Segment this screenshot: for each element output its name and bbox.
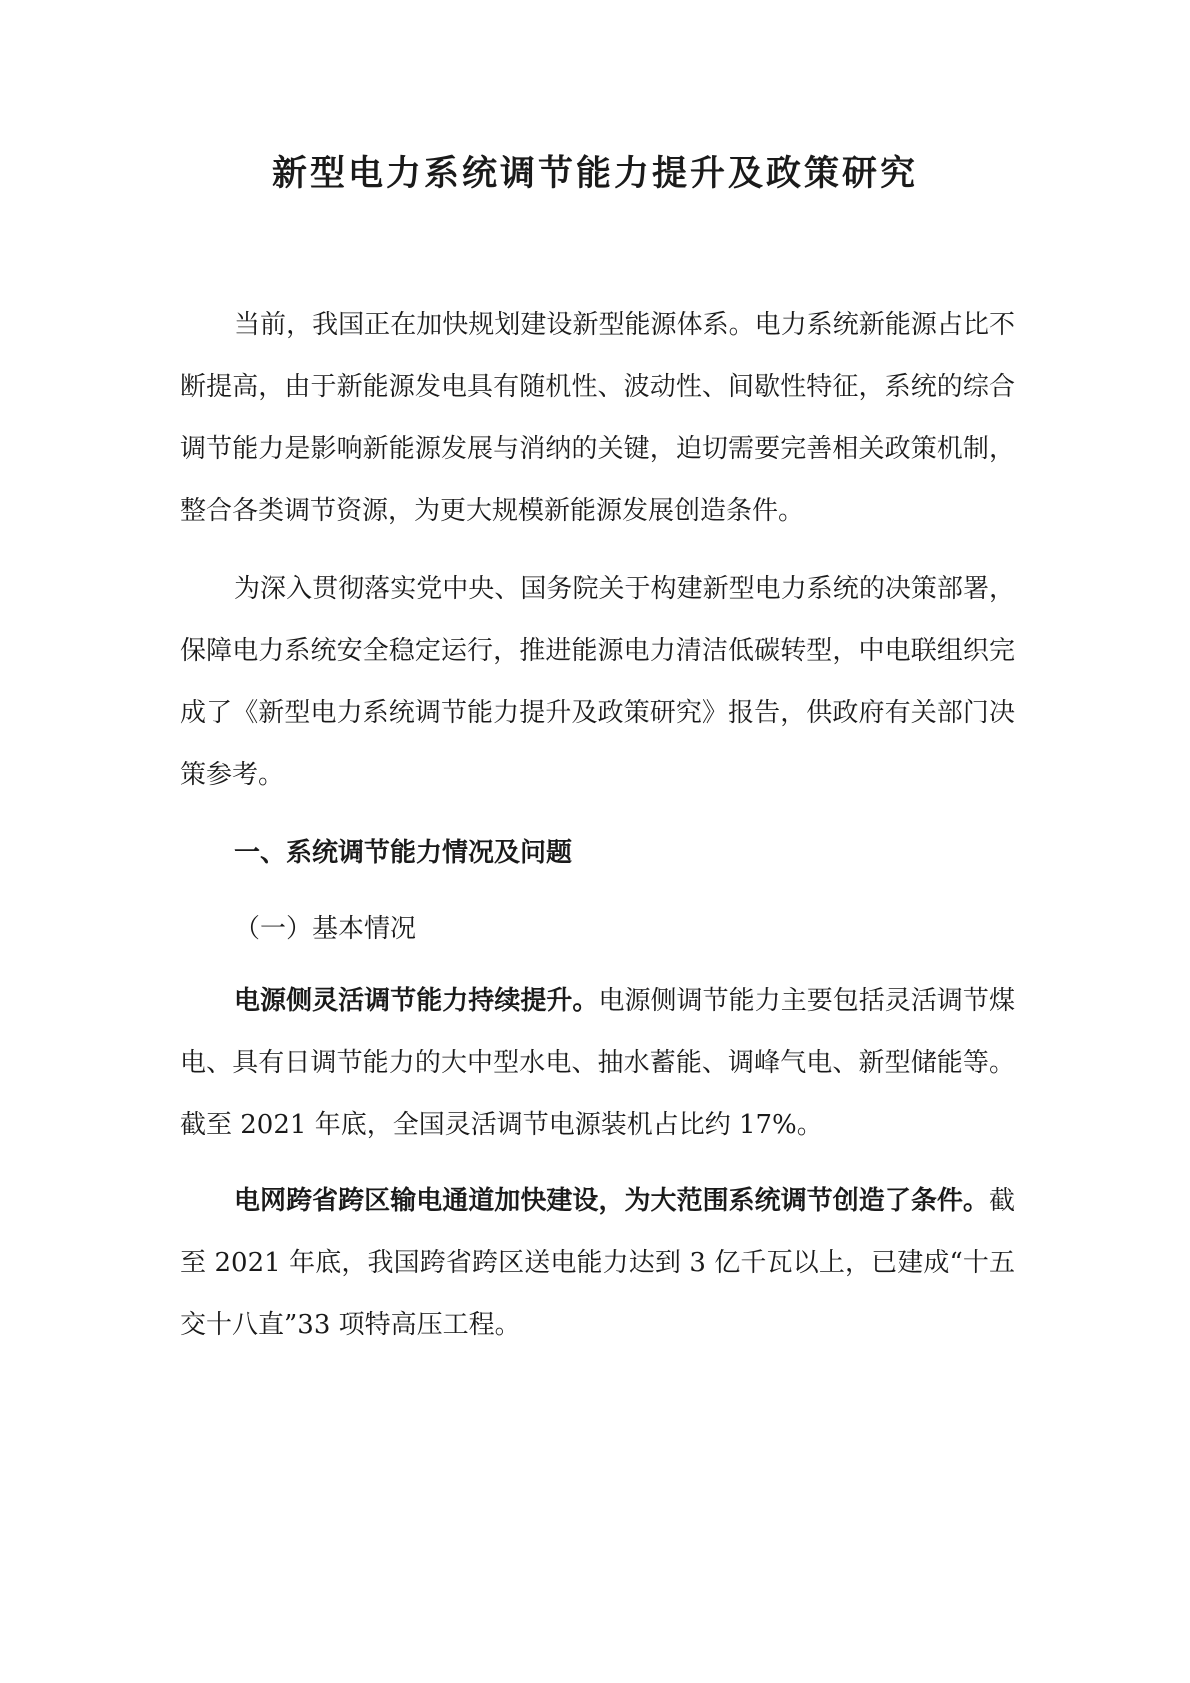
paragraph-power-source bbox=[180, 970, 1015, 1156]
paragraph-purpose: 为深入贯彻落实党中央、国务院关于构建新型电力系统的决策部署，保障电力系统安全稳定运行，推进能源电力清洁低碳转型，中电联组织完成了《新型电力系统调节能力提升及政策研究》报告，供政府有关部门决策参考。 bbox=[180, 574, 1015, 790]
section-heading: 一、系统调节能力情况及问题 bbox=[234, 838, 573, 868]
document-title: 新型电力系统调节能力提升及政策研究 bbox=[271, 153, 918, 194]
paragraph-body-text: 电源侧调节能力主要包括灵活调节煤电、具有日调节能力的大中型水电、抽水蓄能、调峰气电、新型储能等。截至 2021 年底，全国灵活调节电源装机占比约 17%。 bbox=[180, 986, 1015, 1140]
paragraph-lead-text: 电源侧灵活调节能力持续提升。 bbox=[234, 986, 599, 1016]
paragraph-lead-text: 电网跨省跨区输电通道加快建设，为大范围系统调节创造了条件。 bbox=[234, 1186, 989, 1216]
paragraph-intro: 当前，我国正在加快规划建设新型能源体系。电力系统新能源占比不断提高，由于新能源发电具有随机性、波动性、间歇性特征，系统的综合调节能力是影响新能源发展与消纳的关键，迫切需要完善相关政策机制，整合各类调节资源，为更大规模新能源发展创造条件。 bbox=[180, 310, 1015, 526]
subsection-heading: （一）基本情况 bbox=[234, 914, 417, 944]
paragraph-grid bbox=[180, 1170, 1015, 1356]
paragraph-body-text: 截至 2021 年底，我国跨省跨区送电能力达到 3 亿千瓦以上，已建成“十五交十八直”33 项特高压工程。 bbox=[180, 1186, 1015, 1340]
